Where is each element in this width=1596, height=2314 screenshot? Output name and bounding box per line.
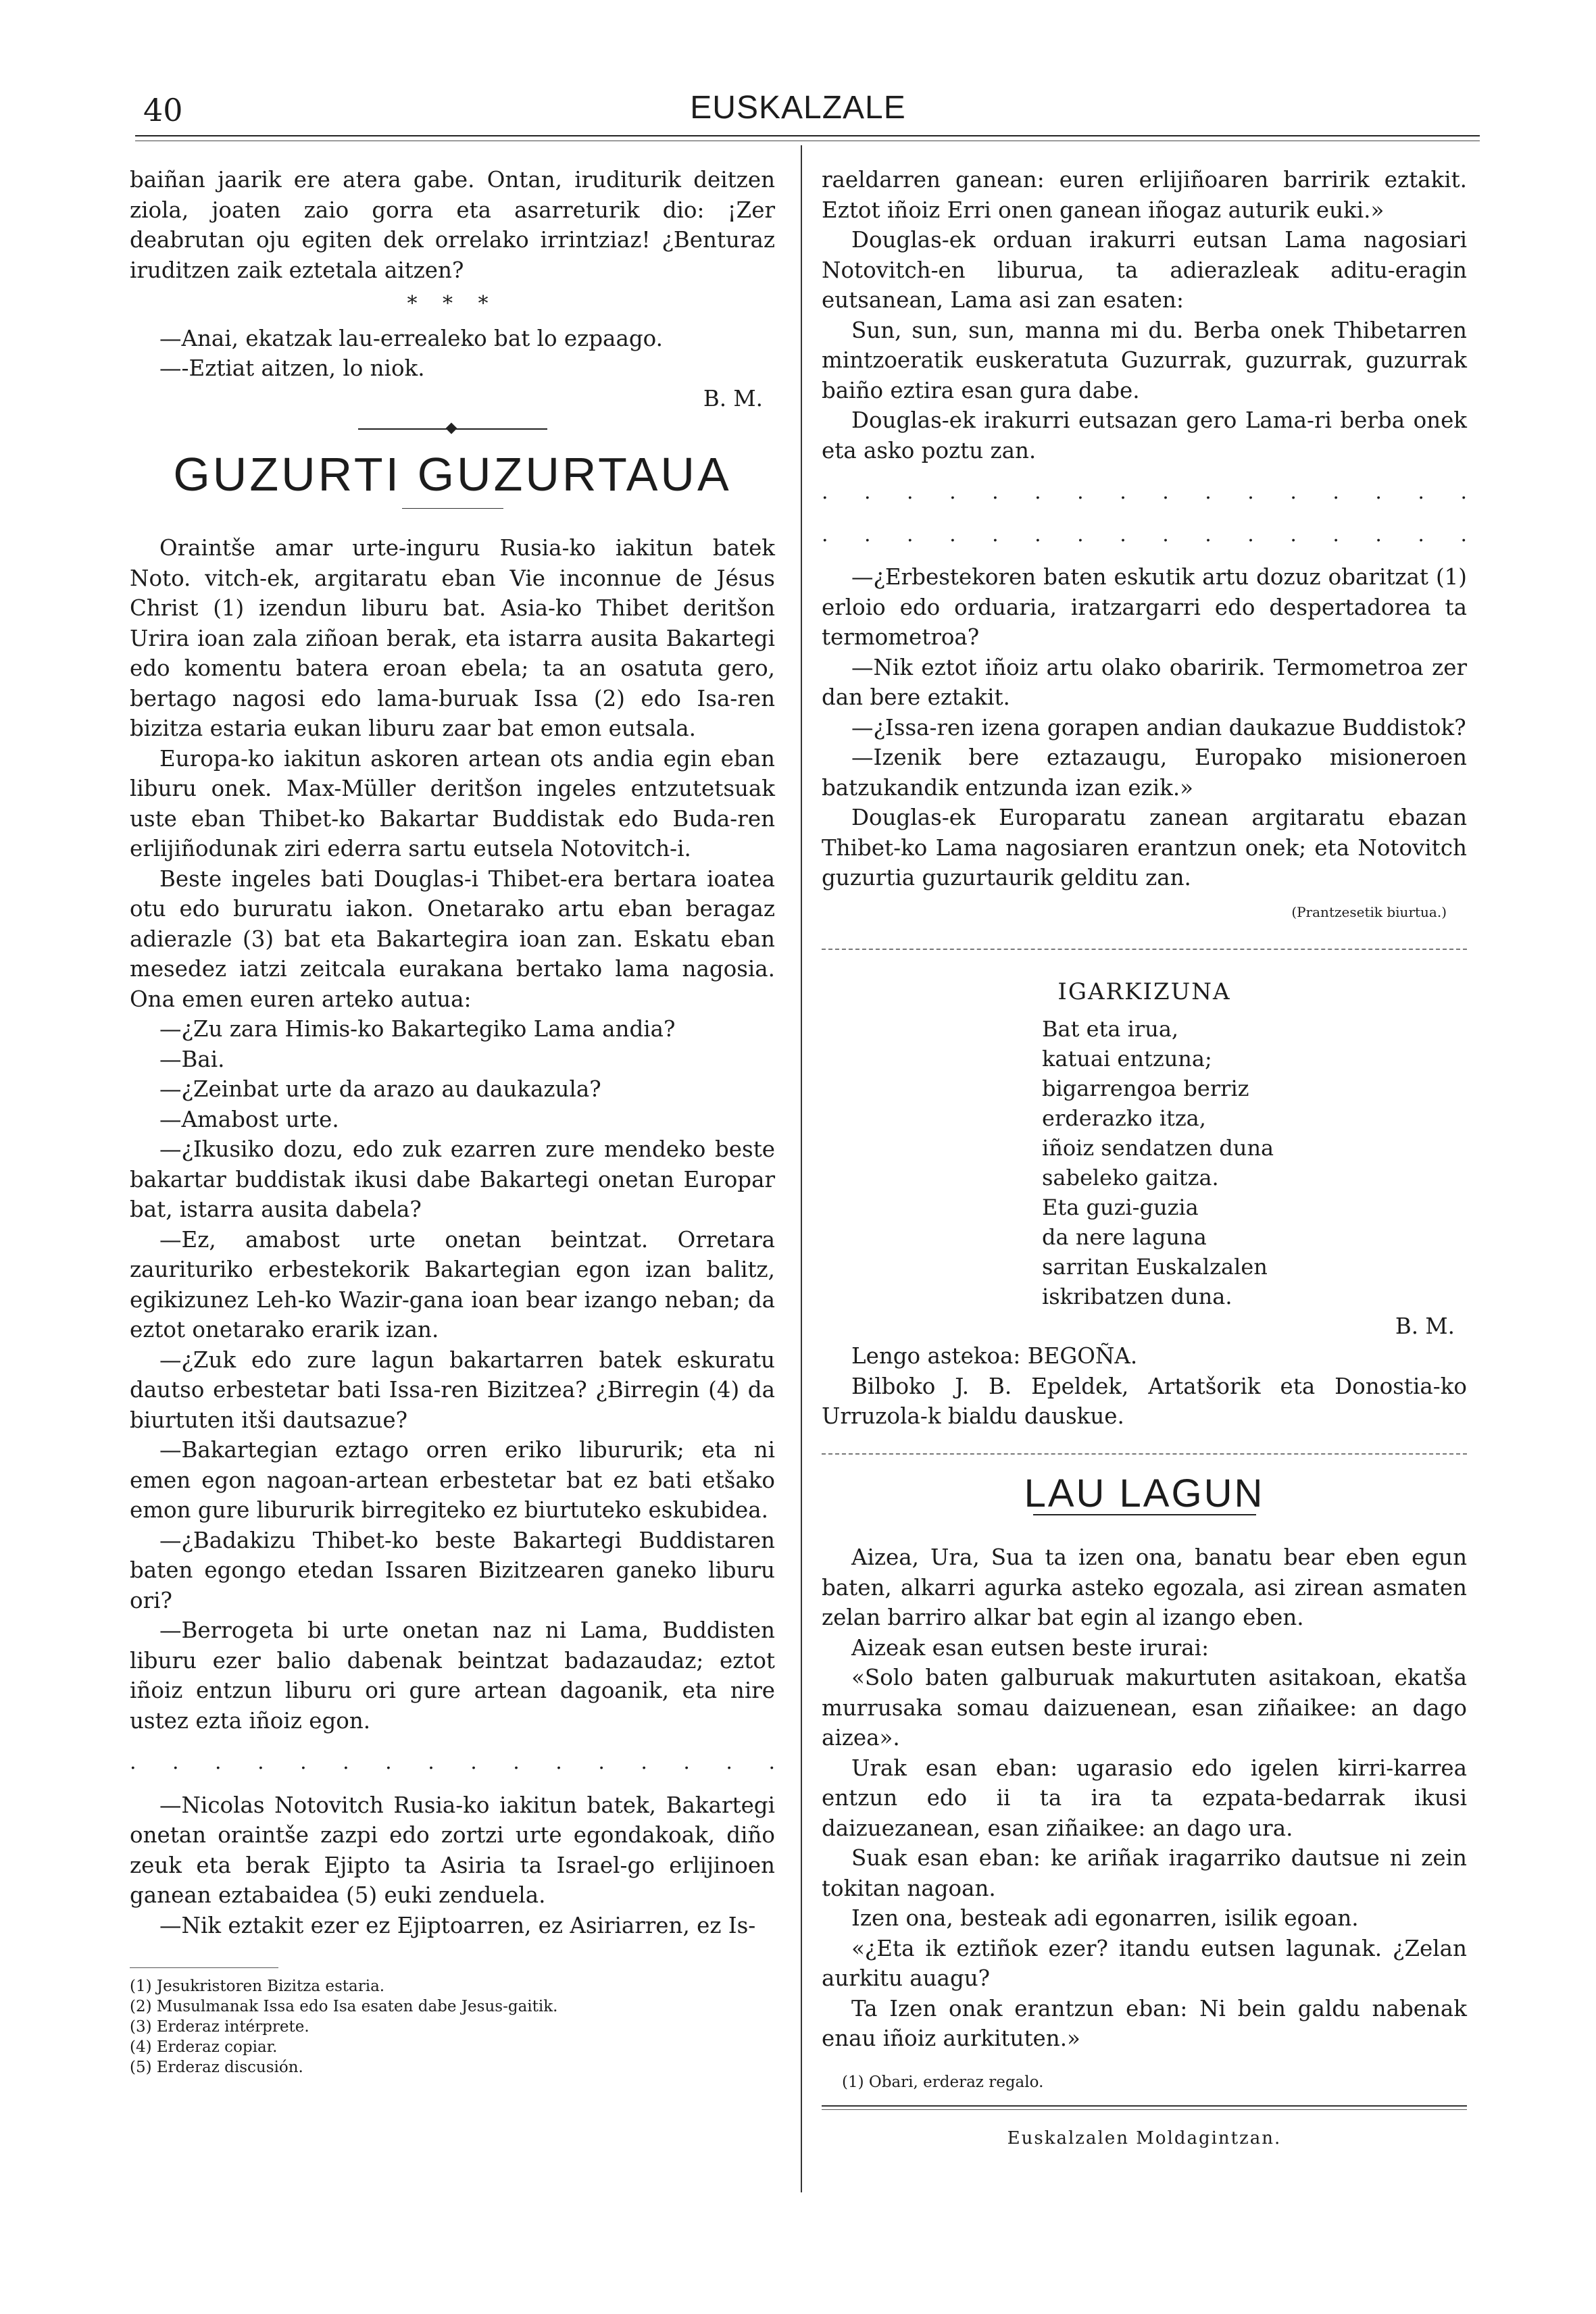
dialogue-line: —¿Ikusiko dozu, edo zuk ezarren zure mendeko beste bakartar buddistak ikusi dabe Bakartegi onetan Europar bat, istarra ausita dabela? bbox=[130, 1136, 775, 1222]
paragraph: Izen ona, besteak adi egonarren, isilik egoan. bbox=[851, 1905, 1359, 1931]
story-title: LAU LAGUN bbox=[1024, 1471, 1265, 1515]
diamond-ornament-icon bbox=[445, 423, 457, 434]
dialogue-line: —¿Zeinbat urte da arazo au daukazula? bbox=[159, 1076, 601, 1102]
footnotes bbox=[130, 1976, 775, 2078]
wavy-divider bbox=[822, 949, 1467, 950]
poem-line: sarritan Euskalzalen bbox=[1042, 1253, 1268, 1280]
footnote-rule bbox=[130, 1967, 278, 1968]
paragraph: Douglas-ek irakurri eutsazan gero Lama-ri berba onek eta asko poztu zan. bbox=[822, 407, 1467, 463]
paragraph: Oraintše amar urte-inguru Rusia-ko iakitun batek Noto. vitch-ek, argitaratu eban Vie inconnue de Jésus Christ (1) izendun liburu bat. Asia-ko Thibet deritšon Urira ioan zala ziñoan berak, eta istarra ausita Bakartegi edo komentu batera eroan ebela; ta an osatuta gero, bertago nagosi edo lama-buruak Issa (2) edo Isa-ren bizitza estaria eukan liburu zaar bat emon eutsala. bbox=[130, 535, 775, 741]
signature: B. M. bbox=[1395, 1313, 1455, 1339]
paragraph: «Solo baten galburuak makurtuten asitakoan, ekatša murrusaka somau daizuenean, esan ziñaikee: an dago aizea». bbox=[822, 1665, 1467, 1751]
poem-line: Eta guzi-guzia bbox=[1042, 1194, 1199, 1220]
paragraph: Beste ingeles bati Douglas-i Thibet-era bertara ioatea otu edo bururatu iakon. Onetarako artu eban beragaz adierazle (3) bat eta Bakartegira ioan zan. Eskatu eban mesedez iatzi zeitcala eurakana bertako lama nagosia. Ona emen euren arteko autua: bbox=[130, 865, 775, 1012]
translation-note: (Prantzesetik biurtua.) bbox=[1291, 903, 1447, 920]
running-title: EUSKALZALE bbox=[690, 90, 906, 126]
dialogue-line: —¿Badakizu Thibet-ko beste Bakartegi Buddistaren baten egongo etedan Issaren Bizitzearen ganeko liburu ori? bbox=[130, 1527, 775, 1613]
dialogue-line: —Bai. bbox=[159, 1046, 225, 1072]
footnote: (5) Erderaz discusión. bbox=[130, 2059, 303, 2076]
ellipsis-row: . . . . . . . . . . . . . . . . bbox=[822, 522, 1467, 547]
paragraph: —-Eztiat aitzen, lo niok. bbox=[159, 355, 425, 381]
closing-rule-thin bbox=[822, 2109, 1467, 2110]
poem-line: iskribatzen duna. bbox=[1042, 1283, 1232, 1309]
dialogue-line: —Amabost urte. bbox=[159, 1106, 339, 1132]
paragraph: Douglas-ek Europaratu zanean argitaratu ebazan Thibet-ko Lama nagosiaren erantzun onek; eta Notovitch guzurtia guzurtaurik gelditu zan. bbox=[822, 805, 1467, 890]
header-rule bbox=[135, 135, 1480, 136]
footnote: (4) Erderaz copiar. bbox=[130, 2038, 278, 2056]
ellipsis-row: . . . . . . . . . . . . . . . . bbox=[822, 480, 1467, 504]
right-column bbox=[822, 165, 1467, 2154]
footnote: (2) Musulmanak Issa edo Isa esaten dabe Jesus-gaitik. bbox=[130, 1998, 558, 2015]
poem-line: Bat eta irua, bbox=[1042, 1015, 1179, 1042]
signature: B. M. bbox=[703, 385, 763, 411]
left-column bbox=[130, 165, 775, 2078]
poem-line: da nere laguna bbox=[1042, 1224, 1207, 1250]
paragraph: Ta Izen onak erantzun eban: Ni bein galdu nabenak enau iñoiz aurkituten.» bbox=[822, 1995, 1467, 2051]
column-divider bbox=[801, 145, 802, 2192]
ellipsis-row: . . . . . . . . . . . . . . . . bbox=[130, 1751, 775, 1774]
dialogue-line: —¿Issa-ren izena gorapen andian daukazue Buddistok? bbox=[851, 714, 1466, 740]
dialogue-line: —Izenik bere eztazaugu, Europako misioneroen batzukandik entzunda izan ezik.» bbox=[822, 745, 1467, 801]
page-number: 40 bbox=[143, 92, 183, 128]
wavy-divider bbox=[822, 1453, 1467, 1455]
paragraph: Europa-ko iakitun askoren artean ots andia egin eban liburu onek. Max-Müller deritšon ingeles entzutetsuak uste eban Thibet-ko Bakartar Buddistak edo Buda-ren erlijiñodunak ziri ederra sartu eutsela Notovitch-i. bbox=[130, 745, 775, 861]
dialogue-line: —¿Zuk edo zure lagun bakartarren batek eskuratu dautso erbestetar bati Issa-ren Bizitzea? ¿Birregin (4) da biurtuten itši dautsazue? bbox=[130, 1347, 775, 1433]
paragraph: «¿Eta ik eztiñok ezer? itandu eutsen lagunak. ¿Zelan aurkitu auagu? bbox=[822, 1935, 1467, 1991]
dialogue-line: —Nik eztakit ezer ez Ejiptoarren, ez Asiriarren, ez Is- bbox=[159, 1912, 756, 1938]
article-title: GUZURTI GUZURTAUA bbox=[173, 448, 732, 501]
poem-line: bigarrengoa berriz bbox=[1042, 1075, 1249, 1101]
paragraph: Bilboko J. B. Epeldek, Artatšorik eta Donostia-ko Urruzola-k bialdu dauskue. bbox=[822, 1373, 1467, 1429]
footnote: (3) Erderaz intérprete. bbox=[130, 2018, 309, 2036]
dialogue-line: —¿Zu zara Himis-ko Bakartegiko Lama andia? bbox=[159, 1016, 676, 1042]
riddle-poem bbox=[1042, 1014, 1467, 1311]
closing-rule bbox=[822, 2105, 1467, 2107]
paragraph: Lengo astekoa: BEGOÑA. bbox=[851, 1343, 1138, 1369]
section-stars: * * * bbox=[407, 292, 498, 316]
poem-line: iñoiz sendatzen duna bbox=[1042, 1134, 1274, 1161]
poem-line: sabeleko gaitza. bbox=[1042, 1164, 1219, 1190]
dialogue-line: —Ez, amabost urte onetan beintzat. Orretara zaurituriko erbestekorik Bakartegian egon izan balitz, egikizunez Leh-ko Wazir-gana ioan bear izango neban; da eztot onetarako erarik izan. bbox=[130, 1226, 775, 1342]
poem-line: erderazko itza, bbox=[1042, 1105, 1206, 1131]
footnote: (1) Obari, erderaz regalo. bbox=[842, 2073, 1044, 2091]
ornament-divider bbox=[358, 424, 547, 434]
paragraph: Urak esan eban: ugarasio edo igelen kirri-karrea entzun edo ii ta ira ta ezpata-bedarrak ikusi daizuezanean, esan ziñaikee: an dago ura. bbox=[822, 1755, 1467, 1841]
dialogue-line: —Bakartegian eztago orren eriko libururik; eta ni emen egon nagoan-artean erbestetar bat ez bati etšako emon gure libururik birregiteko ez biurtuteko eskubidea. bbox=[130, 1437, 775, 1523]
colophon: Euskalzalen Moldagintzan. bbox=[1007, 2128, 1282, 2148]
paragraph: Aizea, Ura, Sua ta izen ona, banatu bear eben egun baten, alkarri agurka asteko egozala, asi zirean asmaten zelan barriro alkar bat egin al izango eben. bbox=[822, 1544, 1467, 1630]
paragraph: raeldarren ganean: euren erlijiñoaren barririk eztakit. Eztot iñoiz Erri onen ganean iñogaz auturik euki.» bbox=[822, 167, 1467, 223]
paragraph: —Anai, ekatzak lau-errealeko bat lo ezpaago. bbox=[159, 325, 663, 351]
poem-line: katuai entzuna; bbox=[1042, 1045, 1212, 1072]
paragraph: Sun, sun, sun, manna mi du. Berba onek Thibetarren mintzoeratik euskeratuta Guzurrak, guzurrak, guzurrak baiño eztira esan gura dabe. bbox=[822, 317, 1467, 403]
dialogue-line: —Nik eztot iñoiz artu olako obaririk. Termometroa zer dan bere eztakit. bbox=[822, 654, 1467, 710]
dialogue-line: —Nicolas Notovitch Rusia-ko iakitun batek, Bakartegi onetan oraintše zazpi edo zortzi urte egondakoak, diño zeuk eta berak Ejipto ta Asiria ta Israel-go erlijinoen ganean eztabaidea (5) euki zenduela. bbox=[130, 1792, 775, 1908]
dialogue-line: —¿Erbestekoren baten eskutik artu dozuz obaritzat (1) erloio edo orduaria, iratzargarri edo despertadorea ta termometroa? bbox=[822, 564, 1467, 650]
dialogue-line: —Berrogeta bi urte onetan naz ni Lama, Buddisten liburu ezer balio dabenak beintzat badazaudaz; eztot iñoiz entzun liburu ori gure artean dagoanik, eta nire ustez ezta iñoiz egon. bbox=[130, 1617, 775, 1734]
paragraph: Suak esan eban: ke ariñak iragarriko dautsue ni zein tokitan nagoan. bbox=[822, 1845, 1467, 1901]
title-rule bbox=[402, 508, 503, 509]
paragraph: Douglas-ek orduan irakurri eutsan Lama nagosiari Notovitch-en liburua, ta adierazleak aditu-eragin eutsanean, Lama asi zan esaten: bbox=[822, 227, 1467, 313]
footnote: (1) Jesukristoren Bizitza estaria. bbox=[130, 1978, 385, 1995]
paragraph: baiñan jaarik ere atera gabe. Ontan, iruditurik deitzen ziola, joaten zaio gorra eta asarreturik dio: ¡Zer deabrutan oju egiten dek orrelako irrintziaz! ¿Benturaz iruditzen zaik eztetala aitzen? bbox=[130, 167, 775, 283]
paragraph: Aizeak esan eutsen beste irurai: bbox=[851, 1634, 1210, 1661]
riddle-title: IGARKIZUNA bbox=[1057, 978, 1231, 1005]
